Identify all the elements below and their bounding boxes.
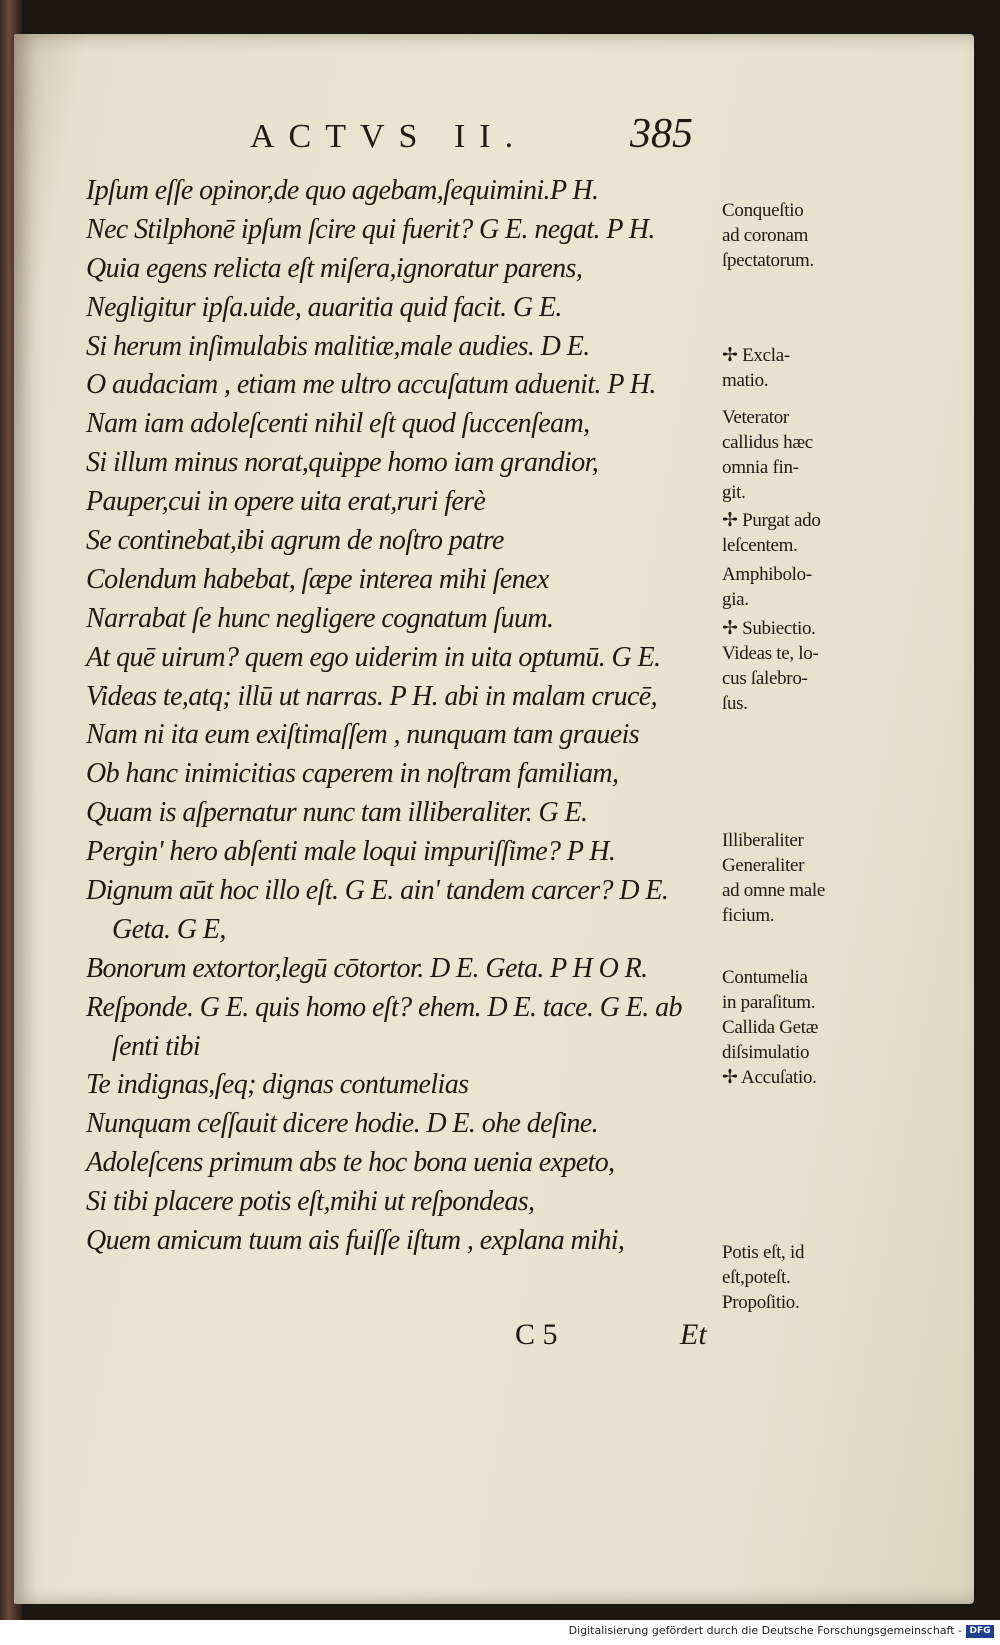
marginal-note: ✢ Purgat ado leſcentem. xyxy=(722,510,821,556)
marginal-notes xyxy=(722,0,872,1400)
verse-line: Colendum habebat, ſæpe interea mihi ſenex xyxy=(86,563,549,595)
verse-line: Reſponde. G E. quis homo eſt? ehem. D E. tace. G E. ab xyxy=(86,991,682,1023)
verse-line: Pergin' hero abſenti male loqui impuriſſime? P H. xyxy=(86,836,616,868)
verse-line: Nunquam ceſſauit dicere hodie. D E. ohe deſine. xyxy=(86,1108,598,1140)
verse-line: Bonorum extortor,legū cōtortor. D E. Geta. P H O R. xyxy=(86,952,648,984)
verse-line: Ipſum eſſe opinor,de quo agebam,ſequimini.P H. xyxy=(86,175,599,206)
footer-credit: Digitalisierung gefördert durch die Deutsche Forschungsgemeinschaft - xyxy=(568,1624,962,1637)
verse-line: Si herum inſimulabis malitiæ,male audies. D E. xyxy=(86,330,590,362)
verse-line: Dignum aūt hoc illo eſt. G E. ain' tandem carcer? D E. xyxy=(86,875,669,907)
page-number: 385 xyxy=(630,111,693,157)
verse-line: Ob hanc inimicitias caperem in noſtram familiam, xyxy=(86,758,619,790)
verse-line: Te indignas,ſeq; dignas contumelias xyxy=(86,1069,469,1101)
verse-line: Negligitur ipſa.uide, auaritia quid facit. G E. xyxy=(86,291,562,323)
verse-line: Si tibi placere potis eſt,mihi ut reſpondeas, xyxy=(86,1186,535,1218)
verse-line: Si illum minus norat,quippe homo iam grandior, xyxy=(86,447,599,479)
marginal-note: Potis eſt, id eſt,poteſt. Propoſitio. xyxy=(722,1242,805,1313)
dfg-logo: DFG xyxy=(966,1625,994,1638)
verse-text-block xyxy=(86,172,716,1261)
marginal-note: Conqueſtio ad coronam ſpectatorum. xyxy=(722,200,814,271)
digitization-footer xyxy=(0,1620,1000,1645)
verse-line: Se continebat,ibi agrum de noſtro patre xyxy=(86,525,504,557)
verse-line: At quē uirum? quem ego uiderim in uita optumū. G E. xyxy=(86,641,661,673)
marginal-note: ✢ Excla- matio. xyxy=(722,345,790,391)
marginal-note: ✢ Subiectio. Videas te, lo- cus ſalebro- ſus. xyxy=(722,618,819,714)
verse-line: Nam ni ita eum exiſtimaſſem , nunquam tam graueis xyxy=(86,719,640,751)
verse-line: Quia egens relicta eſt miſera,ignoratur parens, xyxy=(86,252,583,284)
verse-line: Nec Stilphonē ipſum ſcire qui fuerit? G E. negat. P H. xyxy=(86,213,655,245)
catchword: Et xyxy=(680,1318,707,1351)
verse-line: Quem amicum tuum ais fuiſſe iſtum , explana mihi, xyxy=(86,1225,625,1257)
marginal-note: Contumelia in paraſitum. Callida Getæ diſsimulatio ✢ Accuſatio. xyxy=(722,967,819,1088)
marginal-note: Amphibolo- gia. xyxy=(722,564,812,610)
verse-line: Quam is aſpernatur nunc tam illiberaliter. G E. xyxy=(86,797,588,829)
verse-line: Pauper,cui in opere uita erat,ruri ferè xyxy=(86,486,486,518)
page-header xyxy=(250,111,720,168)
verse-line: Adoleſcens primum abs te hoc bona uenia expeto, xyxy=(86,1147,615,1179)
marginal-note: Illiberaliter Generaliter ad omne male ficium. xyxy=(722,830,825,926)
verse-line: Narrabat ſe hunc negligere cognatum ſuum. xyxy=(86,602,554,634)
verse-line: Geta. G E, xyxy=(112,913,226,945)
verse-line: Videas te,atq; illū ut narras. P H. abi in malam crucē, xyxy=(86,680,658,712)
verse-line: ſenti tibi xyxy=(112,1030,201,1062)
verse-line: O audaciam , etiam me ultro accuſatum aduenit. P H. xyxy=(86,369,656,401)
running-title: ACTVS II. xyxy=(250,118,528,155)
verse-line: Nam iam adoleſcenti nihil eſt quod ſuccenſeam, xyxy=(86,408,590,440)
signature-mark: C 5 xyxy=(515,1318,558,1351)
marginal-note: Veterator callidus hæc omnia fin- git. xyxy=(722,407,813,503)
